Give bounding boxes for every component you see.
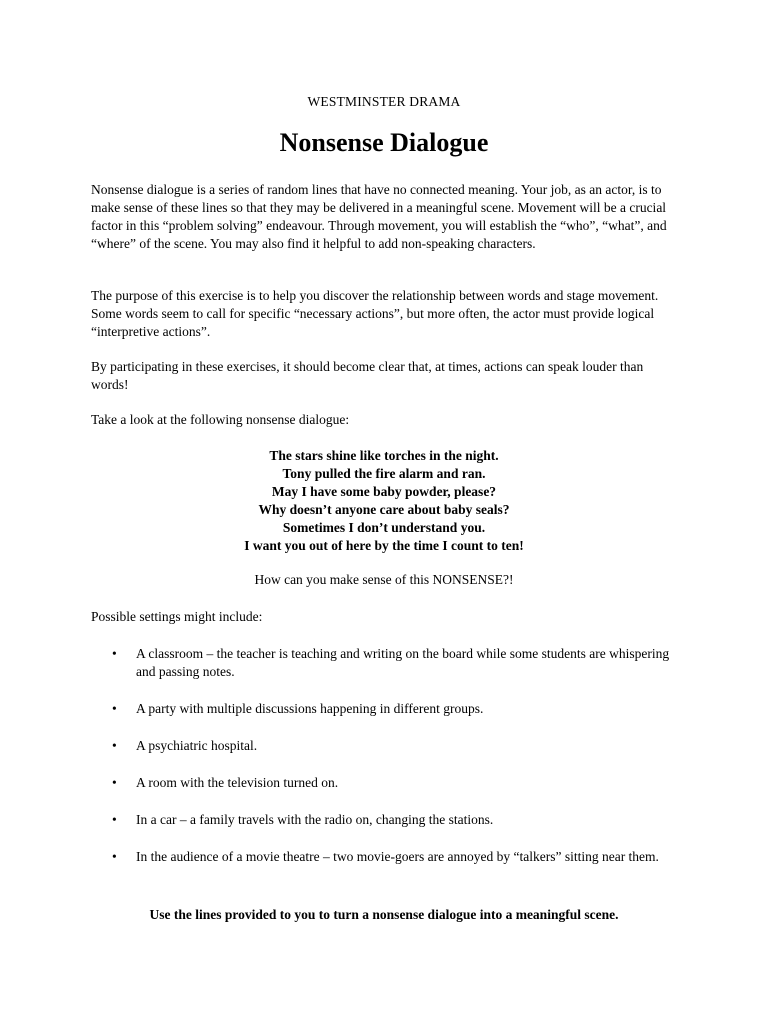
dialogue-line: Why doesn’t anyone care about baby seals? (258, 502, 510, 517)
bullet-icon: • (112, 738, 117, 753)
list-item (91, 848, 691, 866)
dialogue-line: Sometimes I don’t understand you. (282, 520, 486, 535)
list-item (91, 737, 691, 755)
setting-text: A room with the television turned on. (136, 775, 339, 790)
list-item (91, 774, 691, 792)
document-header: WESTMINSTER DRAMA (307, 94, 461, 109)
setting-text: A psychiatric hospital. (136, 738, 258, 753)
dialogue-line: May I have some baby powder, please? (271, 484, 497, 499)
paragraph-intro: Nonsense dialogue is a series of random lines that have no connected meaning. Your job, as an actor, is to make sense of these lines so that they may be delivered in a meaningful scene. Movement will be a crucial factor in this “problem solving” endeavour. Through movement, you will establish the “who”, “what”, and “where” of the scene. You may also find it helpful to add non-speaking characters. (91, 182, 667, 251)
paragraph-take-a-look: Take a look at the following nonsense dialogue: (91, 412, 350, 427)
bullet-icon: • (112, 849, 117, 864)
list-item (91, 811, 691, 829)
setting-text: In a car – a family travels with the radio on, changing the stations. (136, 812, 494, 827)
settings-intro: Possible settings might include: (91, 609, 263, 624)
setting-text: In the audience of a movie theatre – two movie-goers are annoyed by “talkers” sitting near them. (136, 849, 659, 864)
bullet-icon: • (112, 775, 117, 790)
nonsense-dialogue-block (0, 447, 768, 555)
setting-text: A classroom – the teacher is teaching and writing on the board while some students are whispering and passing notes. (136, 646, 670, 679)
paragraph-actions: By participating in these exercises, it should become clear that, at times, actions can speak louder than words! (91, 359, 644, 392)
nonsense-question: How can you make sense of this NONSENSE?! (254, 572, 514, 587)
bullet-icon: • (112, 701, 117, 716)
bullet-icon: • (112, 812, 117, 827)
document-title: Nonsense Dialogue (279, 128, 489, 157)
dialogue-line: Tony pulled the fire alarm and ran. (282, 466, 486, 481)
settings-list (91, 645, 691, 885)
list-item (91, 700, 691, 718)
dialogue-line: The stars shine like torches in the night. (269, 448, 499, 463)
paragraph-purpose: The purpose of this exercise is to help you discover the relationship between words and stage movement. Some words seem to call for specific “necessary actions”, but more often, the actor must provide logical “interpretive actions”. (91, 288, 659, 339)
setting-text: A party with multiple discussions happening in different groups. (136, 701, 484, 716)
dialogue-line: I want you out of here by the time I count to ten! (244, 538, 524, 553)
list-item (91, 645, 691, 681)
closing-instruction: Use the lines provided to you to turn a nonsense dialogue into a meaningful scene. (149, 907, 619, 922)
bullet-icon: • (112, 646, 117, 661)
